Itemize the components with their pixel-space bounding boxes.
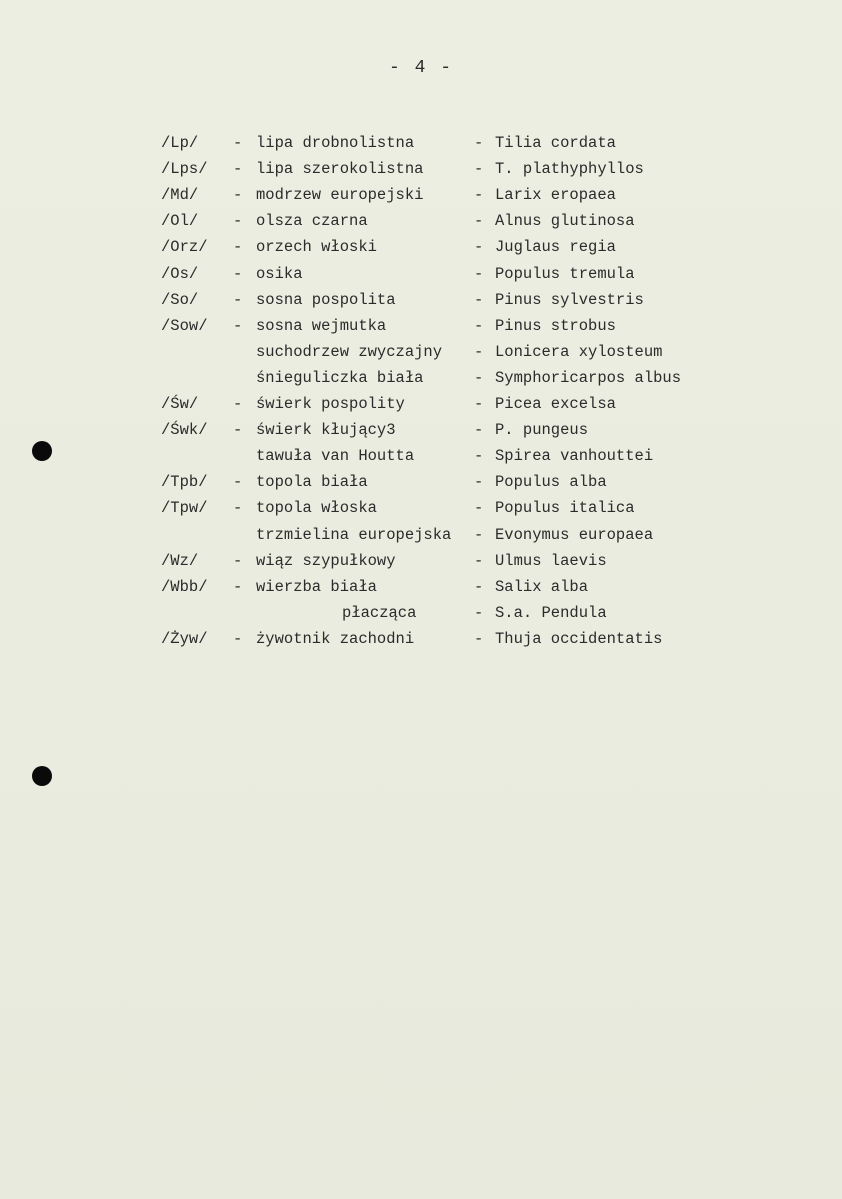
- latin-name: Populus italica: [495, 499, 635, 518]
- species-code: /Lps/: [161, 160, 208, 179]
- species-code: /Ol/: [161, 212, 199, 231]
- species-row: [0, 443, 842, 469]
- species-row: [0, 522, 842, 548]
- separator-dash: -: [233, 421, 243, 440]
- latin-name: T. plathyphyllos: [495, 160, 644, 179]
- separator-dash: -: [474, 603, 484, 622]
- separator-dash: -: [474, 421, 484, 440]
- latin-name: Populus alba: [495, 473, 607, 492]
- species-row: [0, 417, 842, 443]
- polish-name: sosna wejmutka: [256, 316, 387, 335]
- separator-dash: -: [233, 395, 243, 413]
- species-row: [0, 339, 842, 365]
- species-code: /Orz/: [161, 238, 208, 257]
- separator-dash: -: [474, 368, 484, 387]
- page-number: - 4 -: [388, 58, 453, 78]
- species-code: /So/: [161, 290, 199, 309]
- separator-dash: -: [474, 577, 484, 596]
- species-row: [0, 287, 842, 313]
- species-row: [0, 574, 842, 600]
- separator-dash: -: [233, 577, 243, 596]
- species-code: /Md/: [161, 186, 199, 205]
- species-row: [0, 391, 842, 417]
- polish-name: świerk pospolity: [256, 395, 405, 413]
- separator-dash: -: [474, 447, 484, 466]
- latin-name: P. pungeus: [495, 421, 589, 440]
- separator-dash: -: [233, 134, 243, 152]
- polish-name: orzech włoski: [256, 238, 377, 257]
- separator-dash: -: [474, 551, 484, 570]
- polish-name: trzmielina europejska: [256, 525, 452, 544]
- separator-dash: -: [233, 316, 243, 335]
- separator-dash: -: [474, 525, 484, 544]
- species-code: /Św/: [161, 395, 199, 413]
- separator-dash: -: [474, 212, 484, 231]
- separator-dash: -: [233, 212, 243, 231]
- separator-dash: -: [474, 290, 484, 309]
- species-row: [0, 548, 842, 574]
- species-row: [0, 208, 842, 234]
- species-row: [0, 469, 842, 495]
- polish-name: suchodrzew zwyczajny: [256, 342, 443, 361]
- polish-name: żywotnik zachodni: [256, 629, 415, 648]
- separator-dash: -: [233, 160, 243, 179]
- species-row: [0, 626, 842, 652]
- species-code: /Wz/: [161, 551, 199, 570]
- separator-dash: -: [233, 499, 243, 518]
- polish-name: śnieguliczka biała: [256, 368, 424, 387]
- latin-name: Pinus sylvestris: [495, 290, 644, 309]
- latin-name: Ulmus laevis: [495, 551, 607, 570]
- separator-dash: -: [474, 342, 484, 361]
- polish-name: świerk kłujący3: [256, 421, 396, 440]
- polish-name: lipa szerokolistna: [256, 160, 424, 179]
- species-row: [0, 495, 842, 521]
- polish-name: sosna pospolita: [256, 290, 396, 309]
- separator-dash: -: [233, 551, 243, 570]
- polish-name: olsza czarna: [256, 212, 368, 231]
- polish-name: wierzba biała: [256, 577, 377, 596]
- separator-dash: -: [474, 395, 484, 413]
- species-row: [0, 313, 842, 339]
- species-row: [0, 234, 842, 260]
- species-code: /Sow/: [161, 316, 208, 335]
- separator-dash: -: [474, 629, 484, 648]
- latin-name: Alnus glutinosa: [495, 212, 635, 231]
- latin-name: Lonicera xylosteum: [495, 342, 663, 361]
- separator-dash: -: [474, 316, 484, 335]
- latin-name: Evonymus europaea: [495, 525, 654, 544]
- latin-name: S.a. Pendula: [495, 603, 607, 622]
- latin-name: Pinus strobus: [495, 316, 616, 335]
- latin-name: Juglaus regia: [495, 238, 616, 257]
- latin-name: Populus tremula: [495, 264, 635, 283]
- polish-name: topola włoska: [256, 499, 377, 518]
- separator-dash: -: [474, 264, 484, 283]
- latin-name: Spirea vanhouttei: [495, 447, 654, 466]
- separator-dash: -: [233, 264, 243, 283]
- separator-dash: -: [474, 238, 484, 257]
- separator-dash: -: [474, 473, 484, 492]
- separator-dash: -: [233, 629, 243, 648]
- polish-name: osika: [256, 264, 303, 283]
- species-row: [0, 130, 842, 156]
- species-row: [0, 365, 842, 391]
- separator-dash: -: [474, 160, 484, 179]
- species-code: /Wbb/: [161, 577, 208, 596]
- latin-name: Symphoricarpos albus: [495, 368, 682, 387]
- species-row: [0, 182, 842, 208]
- separator-dash: -: [474, 499, 484, 518]
- separator-dash: -: [233, 238, 243, 257]
- species-code: /Os/: [161, 264, 199, 283]
- species-code: /Tpb/: [161, 473, 208, 492]
- latin-name: Larix eropaea: [495, 186, 616, 205]
- species-code: /Śwk/: [161, 421, 208, 440]
- polish-name: topola biała: [256, 473, 368, 492]
- species-row: [0, 600, 842, 626]
- latin-name: Thuja occidentatis: [495, 629, 663, 648]
- separator-dash: -: [474, 186, 484, 205]
- species-row: [0, 156, 842, 182]
- polish-name: lipa drobnolistna: [256, 134, 415, 152]
- punch-hole: [32, 766, 52, 786]
- species-row: [0, 261, 842, 287]
- separator-dash: -: [233, 473, 243, 492]
- separator-dash: -: [474, 134, 484, 152]
- polish-name: płacząca: [342, 603, 417, 622]
- separator-dash: -: [233, 186, 243, 205]
- polish-name: modrzew europejski: [256, 186, 424, 205]
- species-code: /Lp/: [161, 134, 199, 152]
- species-code: /Żyw/: [161, 629, 208, 648]
- separator-dash: -: [233, 290, 243, 309]
- latin-name: Tilia cordata: [495, 134, 616, 152]
- latin-name: Picea excelsa: [495, 395, 616, 413]
- polish-name: tawuła van Houtta: [256, 447, 415, 466]
- polish-name: wiąz szypułkowy: [256, 551, 396, 570]
- latin-name: Salix alba: [495, 577, 589, 596]
- species-code: /Tpw/: [161, 499, 208, 518]
